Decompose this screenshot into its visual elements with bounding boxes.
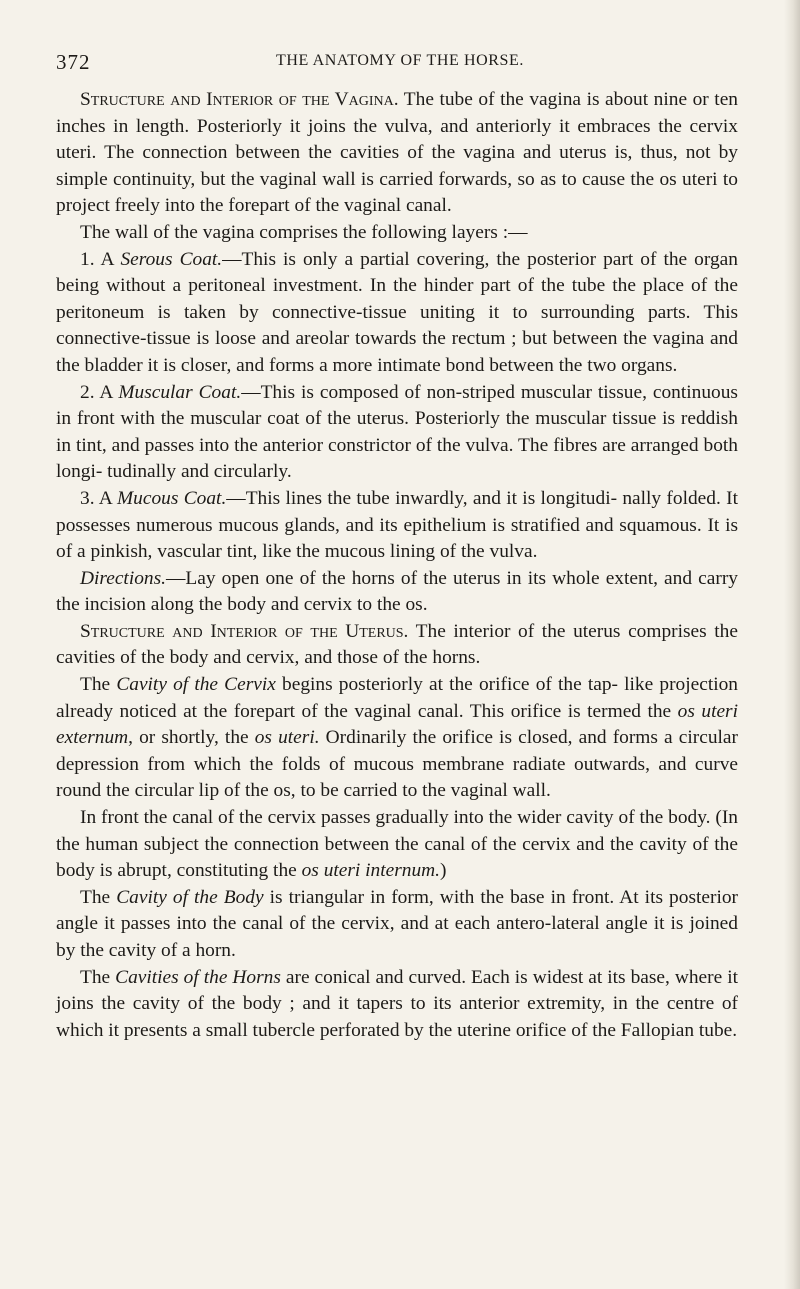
term: Cavity of the Body	[116, 886, 264, 908]
term: os uteri internum.	[301, 860, 441, 882]
running-head: THE ANATOMY OF THE HORSE.	[275, 52, 525, 69]
term: Cavity of the Cervix	[116, 674, 276, 696]
term: os uteri externum	[56, 700, 738, 749]
paragraph-cavity-body: The Cavity of the Body is triangular in form, with the base in front. At its posterior angle it passes into the canal of the cervix, and at each antero-lateral angle it is joined by the cavity of a horn.	[56, 886, 738, 961]
paragraph-cavity-cervix: The Cavity of the Cervix begins posteriorly at the orifice of the tap- like projection already noticed at the forepart of the vaginal canal. This orifice is termed the os uteri externum, or shortly, the os uteri. Ordinarily the orifice is closed, and forms a circular depression from which the folds of mucous membrane radiate outwards, and curve round the circular lip of the os, to be carried to the vaginal wall.	[56, 674, 738, 802]
section-heading: Structure and Interior of the Uterus.	[80, 620, 409, 642]
body-text	[56, 87, 738, 1044]
section-heading: Structure and Interior of the Vagina.	[80, 89, 399, 110]
term: Directions.	[80, 567, 166, 589]
term: Muscular Coat.	[118, 381, 242, 403]
paragraph-mucous-coat: 3. A Mucous Coat.—This lines the tube inwardly, and it is longitudi- nally folded. It possesses numerous mucous glands, and its epithelium is stratified and squamous. It is of a pinkish, vascular tint, like the mucous lining of the vulva.	[56, 487, 738, 563]
paragraph-cervix-canal: In front the canal of the cervix passes gradually into the wider cavity of the body. (In the human subject the connection between the canal of the cervix and the cavity of the body is abrupt, constituting the os uteri internum.)	[56, 807, 738, 882]
term: Mucous Coat.	[117, 487, 227, 509]
term: Cavities of the Horns	[115, 966, 281, 988]
page-header	[56, 50, 744, 80]
paragraph-cavities-horns: The Cavities of the Horns are conical and curved. Each is widest at its base, where it joins the cavity of the body ; and it tapers to its anterior extremity, in the centre of which it presents a small tubercle perforated by the uterine orifice of the Fallopian tube.	[56, 966, 738, 1041]
paragraph-uterus-structure: Structure and Interior of the Uterus. The interior of the uterus comprises the cavities of the body and cervix, and those of the horns.	[56, 620, 738, 669]
paragraph-vagina-structure: Structure and Interior of the Vagina. The tube of the vagina is about nine or ten inches in length. Posteriorly it joins the vulva, and anteriorly it embraces the cervix uteri. The connection between the cavities of the vagina and uterus is, thus, not by simple continuity, but the vaginal wall is carried forwards, so as to cause the os uteri to project freely into the forepart of the vaginal canal.	[56, 89, 738, 217]
paragraph-muscular-coat: 2. A Muscular Coat.—This is composed of non-striped muscular tissue, continuous in front with the muscular coat of the uterus. Posteriorly the muscular tissue is reddish in tint, and passes into the anterior constrictor of the vulva. The fibres are arranged both longi- tudinally and circularly.	[56, 381, 738, 483]
term: Serous Coat.	[120, 248, 223, 270]
paragraph-serous-coat: 1. A Serous Coat.—This is only a partial covering, the posterior part of the organ being without a peritoneal investment. In the hinder part of the tube the place of the peritoneum is taken by connective-tissue uniting it to surrounding parts. This connective-tissue is loose and areolar towards the rectum ; but between the vagina and the bladder it is closer, and forms a more intimate bond between the two organs.	[56, 248, 738, 376]
page-edge-shadow	[784, 0, 800, 1289]
page-number: 372	[56, 50, 91, 74]
paragraph-layers-intro: The wall of the vagina comprises the following layers :—	[80, 221, 528, 243]
term: os uteri.	[254, 727, 320, 749]
paragraph-directions: Directions.—Lay open one of the horns of the uterus in its whole extent, and carry the incision along the body and cervix to the os.	[56, 567, 738, 616]
